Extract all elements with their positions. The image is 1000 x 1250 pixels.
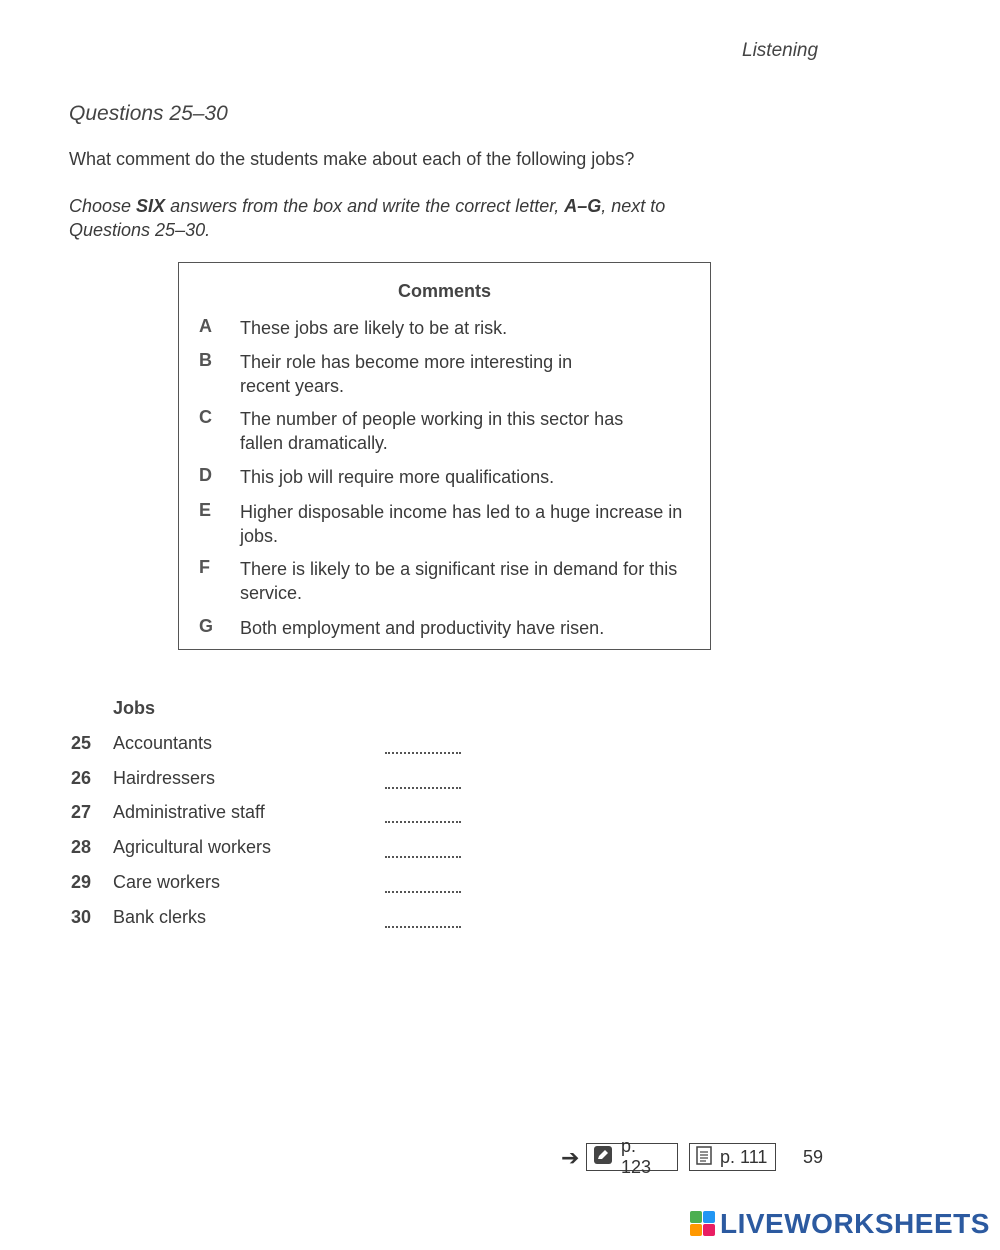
job-row [0,872,600,902]
section-label: Listening [742,40,819,61]
comment-text: There is likely to be a significant rise in demand for this service. [240,559,678,603]
instruction-emphasis: A–G [564,196,602,216]
answer-blank[interactable] [385,924,461,928]
page-number: 59 [803,1147,824,1167]
comment-text: Both employment and productivity have risen. [240,618,605,638]
notepad-icon [696,1145,712,1170]
question-number: 30 [71,907,92,927]
job-name: Agricultural workers [113,837,272,857]
brand-watermark [690,1208,990,1240]
job-name: Care workers [113,872,221,892]
comment-text: The number of people working in this sector has fallen dramatically. [240,409,624,453]
answer-blank[interactable] [385,750,461,754]
comments-heading: Comments [397,281,491,301]
question-prompt: What comment do the students make about each of the following jobs? [69,149,635,169]
comment-letter: E [199,500,212,520]
page-reference-text: p. 123 [621,1136,652,1177]
question-number: 28 [71,837,92,857]
page-reference-1 [586,1136,678,1177]
job-name: Accountants [113,733,213,753]
instruction-text: Choose [69,196,137,216]
comment-letter: F [199,557,210,577]
comment-text: Higher disposable income has led to a huge increase in jobs. [240,502,683,546]
instruction-text: , next to Questions 25–30. [69,196,666,240]
question-number: 29 [71,872,92,892]
liveworksheets-logo-icon [690,1209,716,1239]
comments-box [178,262,711,650]
job-name: Administrative staff [113,802,265,822]
instruction-text: answers from the box and write the correct letter, [165,196,565,216]
job-name: Hairdressers [113,768,216,788]
comment-letter: B [199,350,212,370]
job-row [0,802,600,832]
page-reference-text: p. 111 [720,1146,768,1167]
answer-blank[interactable] [385,889,461,893]
jobs-heading: Jobs [113,698,156,718]
comment-letter: G [199,616,214,636]
comment-text: These jobs are likely to be at risk. [240,318,508,338]
answer-blank[interactable] [385,854,461,858]
comment-letter: C [199,407,212,427]
comment-text: This job will require more qualifications. [240,467,555,487]
arrow-right-icon: ➔ [561,1145,580,1170]
page-reference-2 [689,1143,776,1171]
comment-letter: A [199,316,212,336]
instruction [69,194,729,242]
job-name: Bank clerks [113,907,207,927]
questions-title: Questions 25–30 [69,102,228,125]
answer-blank[interactable] [385,819,461,823]
question-number: 26 [71,768,92,788]
question-number: 25 [71,733,92,753]
job-row [0,907,600,937]
comment-letter: D [199,465,212,485]
question-number: 27 [71,802,92,822]
job-row [0,733,600,763]
brand-text: LIVEWORKSHEETS [720,1208,990,1239]
comment-text: Their role has become more interesting in recent years. [240,352,573,396]
job-row [0,768,600,798]
answer-blank[interactable] [385,785,461,789]
job-row [0,837,600,867]
pencil-icon [593,1145,613,1170]
instruction-emphasis: SIX [136,196,166,216]
